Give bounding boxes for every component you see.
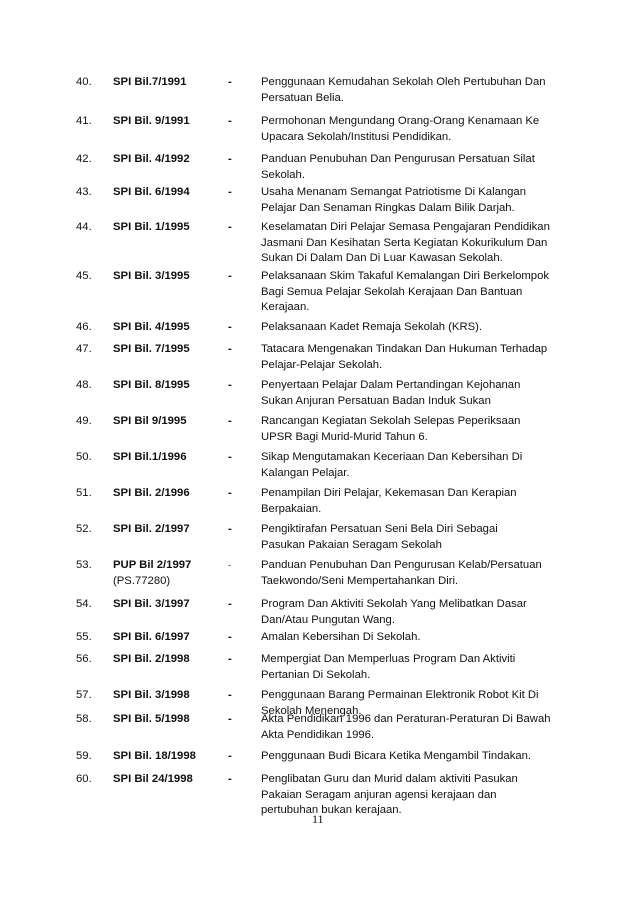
separator-dash: - [228, 560, 231, 570]
description-line: Bagi Semua Pelajar Sekolah Kerajaan Dan Bantuan [261, 285, 523, 298]
description-line: Penggunaan Kemudahan Sekolah Oleh Pertubuhan Dan [261, 76, 546, 88]
description-line: Tatacara Mengenakan Tindakan Dan Hukuman Terhadap [261, 343, 548, 355]
description-line: Dan/Atau Pungutan Wang. [261, 613, 395, 626]
circular-description [261, 652, 581, 683]
description-line: Sikap Mengutamakan Keceriaan Dan Kebersihan Di [261, 451, 523, 463]
circular-description [261, 152, 581, 183]
description-line: Penglibatan Guru dan Murid dalam aktiviti Pasukan [261, 773, 518, 785]
circular-description [261, 75, 581, 106]
circular-description [261, 772, 581, 819]
circular-description [261, 486, 581, 517]
separator-dash: - [228, 379, 232, 391]
description-line: Pakaian Seragam anjuran agensi kerajaan dan [261, 788, 497, 801]
circular-code-text: SPI Bil. 2/1996 [113, 487, 190, 499]
circular-code-text: SPI Bil. 5/1998 [113, 713, 190, 725]
item-number: 52. [76, 523, 92, 535]
circular-description [261, 185, 581, 216]
circular-code [113, 749, 196, 765]
description-line: Permohonan Mengundang Orang-Orang Kenamaan Ke [261, 115, 540, 127]
circular-code-text: SPI Bil. 8/1995 [113, 379, 190, 391]
separator-dash: - [228, 270, 232, 282]
circular-code-text: SPI Bil.7/1991 [113, 76, 187, 88]
circular-code [113, 378, 190, 394]
description-line: Usaha Menanam Semangat Patriotisme Di Kalangan [261, 186, 526, 198]
description-line: Taekwondo/Seni Mempertahankan Diri. [261, 574, 459, 587]
circular-description [261, 749, 581, 765]
circular-code [113, 114, 190, 130]
circular-code [113, 220, 190, 236]
separator-dash: - [228, 321, 232, 333]
item-number: 42. [76, 153, 92, 165]
separator-dash: - [228, 773, 232, 785]
circular-code-text: SPI Bil. 3/1998 [113, 689, 190, 701]
circular-description [261, 414, 581, 445]
circular-code-text: PUP Bil 2/1997 [113, 559, 192, 571]
circular-reference: (PS.77280) [113, 574, 171, 587]
description-line: Panduan Penubuhan Dan Pengurusan Kelab/Persatuan [261, 559, 542, 571]
description-line: Mempergiat Dan Memperluas Program Dan Aktiviti [261, 653, 516, 665]
circular-code-text: SPI Bil. 3/1997 [113, 598, 190, 610]
description-line: Akta Pendidikan 1996 dan Peraturan-Peraturan Di Bawah [261, 713, 551, 725]
description-line: Pelaksanaan Kadet Remaja Sekolah (KRS). [261, 321, 483, 333]
separator-dash: - [228, 598, 232, 610]
circular-code [113, 772, 193, 788]
description-line: Pelajar Dan Senaman Ringkas Dalam Bilik Darjah. [261, 201, 515, 214]
circular-code [113, 597, 190, 613]
circular-code-text: SPI Bil. 7/1995 [113, 343, 190, 355]
description-line: Penyertaan Pelajar Dalam Pertandingan Kejohanan [261, 379, 521, 391]
description-line: Upacara Sekolah/Institusi Pendidikan. [261, 130, 452, 143]
description-line: Rancangan Kegiatan Sekolah Selepas Peperiksaan [261, 415, 521, 427]
separator-dash: - [228, 451, 232, 463]
circular-code [113, 269, 190, 285]
separator-dash: - [228, 153, 232, 165]
description-line: Akta Pendidikan 1996. [261, 728, 375, 741]
description-line: Penggunaan Barang Permainan Elektronik Robot Kit Di [261, 689, 539, 701]
circular-code [113, 342, 190, 358]
separator-dash: - [228, 713, 232, 725]
separator-dash: - [228, 653, 232, 665]
description-line: Sukan Anjuran Persatuan Badan Induk Sukan [261, 394, 491, 407]
separator-dash: - [228, 221, 232, 233]
circular-description [261, 450, 581, 481]
item-number: 57. [76, 689, 92, 701]
circular-code-text: SPI Bil 24/1998 [113, 773, 193, 785]
circular-code-text: SPI Bil. 4/1995 [113, 321, 190, 333]
item-number: 48. [76, 379, 92, 391]
separator-dash: - [228, 631, 232, 643]
item-number: 56. [76, 653, 92, 665]
item-number: 55. [76, 631, 92, 643]
item-number: 40. [76, 76, 92, 88]
item-number: 59. [76, 750, 92, 762]
circular-code [113, 75, 186, 91]
circular-code [113, 558, 191, 589]
circular-code-text: SPI Bil. 2/1998 [113, 653, 190, 665]
description-line: Pengiktirafan Persatuan Seni Bela Diri Sebagai [261, 523, 498, 535]
circular-code [113, 152, 190, 168]
page-number: 11 [312, 812, 324, 826]
description-line: Kalangan Pelajar. [261, 466, 350, 479]
separator-dash: - [228, 76, 232, 88]
description-line: Pertanian Di Sekolah. [261, 668, 371, 681]
description-line: Kerajaan. [261, 301, 310, 313]
circular-code [113, 522, 190, 538]
circular-code-text: SPI Bil. 1/1995 [113, 221, 190, 233]
circular-code [113, 652, 190, 668]
item-number: 49. [76, 415, 92, 427]
circular-description [261, 220, 581, 267]
circular-description [261, 378, 581, 409]
circular-code [113, 185, 190, 201]
circular-description [261, 630, 581, 646]
circular-description [261, 558, 581, 589]
circular-code-text: SPI Bil. 18/1998 [113, 750, 196, 762]
separator-dash: - [228, 186, 232, 198]
item-number: 45. [76, 270, 92, 282]
description-line: Berpakaian. [261, 502, 322, 515]
item-number: 51. [76, 487, 92, 499]
circular-code [113, 486, 190, 502]
circular-code-text: SPI Bil. 6/1994 [113, 186, 190, 198]
circular-description [261, 712, 581, 743]
description-line: UPSR Bagi Murid-Murid Tahun 6. [261, 430, 428, 443]
description-line: Amalan Kebersihan Di Sekolah. [261, 631, 421, 643]
circular-code [113, 688, 190, 704]
description-line: Jasmani Dan Kesihatan Serta Kegiatan Kokurikulum Dan [261, 236, 548, 249]
separator-dash: - [228, 415, 232, 427]
item-number: 50. [76, 451, 92, 463]
separator-dash: - [228, 115, 232, 127]
circular-code-text: SPI Bil. 6/1997 [113, 631, 190, 643]
description-line: Persatuan Belia. [261, 91, 344, 104]
circular-code-text: SPI Bil. 3/1995 [113, 270, 190, 282]
circular-code [113, 450, 186, 466]
item-number: 53. [76, 559, 92, 571]
circular-code [113, 414, 186, 430]
circular-code-text: SPI Bil.1/1996 [113, 451, 187, 463]
description-line: Keselamatan Diri Pelajar Semasa Pengajaran Pendidikan [261, 221, 550, 233]
item-number: 54. [76, 598, 92, 610]
item-number: 60. [76, 773, 92, 785]
item-number: 46. [76, 321, 92, 333]
description-line: Penampilan Diri Pelajar, Kekemasan Dan Kerapian [261, 487, 517, 499]
item-number: 41. [76, 115, 92, 127]
circular-description [261, 269, 581, 316]
circular-description [261, 342, 581, 373]
circular-code-text: SPI Bil. 9/1991 [113, 115, 190, 127]
item-number: 47. [76, 343, 92, 355]
circular-code-text: SPI Bil. 2/1997 [113, 523, 190, 535]
description-line: Sekolah Menengah. [261, 704, 362, 717]
description-line: Panduan Penubuhan Dan Pengurusan Persatuan Silat [261, 153, 535, 165]
item-number: 43. [76, 186, 92, 198]
separator-dash: - [228, 343, 232, 355]
description-line: Penggunaan Budi Bicara Ketika Mengambil Tindakan. [261, 750, 532, 762]
circular-description [261, 597, 581, 628]
circular-description [261, 522, 581, 553]
circular-code [113, 712, 190, 728]
description-line: pertubuhan bukan kerajaan. [261, 804, 402, 816]
item-number: 58. [76, 713, 92, 725]
circular-code [113, 630, 190, 646]
separator-dash: - [228, 689, 232, 701]
circular-description [261, 114, 581, 145]
circular-code-text: SPI Bil. 4/1992 [113, 153, 190, 165]
description-line: Program Dan Aktiviti Sekolah Yang Melibatkan Dasar [261, 598, 527, 610]
separator-dash: - [228, 487, 232, 499]
description-line: Pelajar-Pelajar Sekolah. [261, 358, 383, 371]
separator-dash: - [228, 523, 232, 535]
description-line: Pasukan Pakaian Seragam Sekolah [261, 538, 442, 551]
description-line: Pelaksanaan Skim Takaful Kemalangan Diri Berkelompok [261, 270, 550, 282]
circular-code [113, 320, 190, 336]
description-line: Sukan Di Dalam Dan Di Luar Kawasan Sekolah. [261, 252, 503, 264]
circular-description [261, 320, 581, 336]
separator-dash: - [228, 750, 232, 762]
item-number: 44. [76, 221, 92, 233]
description-line: Sekolah. [261, 168, 305, 181]
circular-code-text: SPI Bil 9/1995 [113, 415, 187, 427]
